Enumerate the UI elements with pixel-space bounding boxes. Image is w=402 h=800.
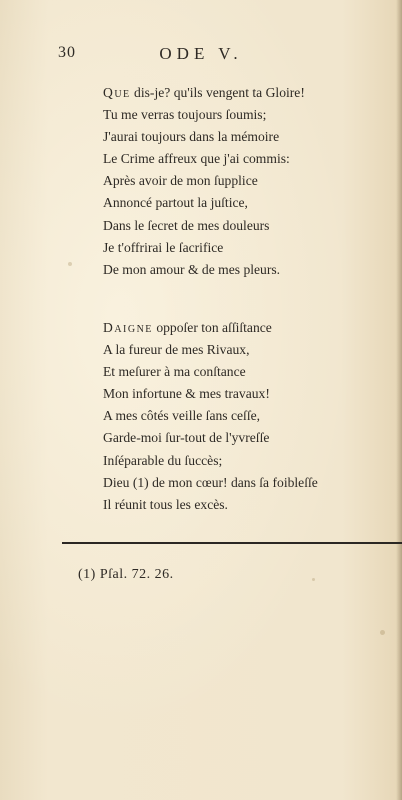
verse-line: Après avoir de mon ſupplice (103, 173, 258, 189)
verse-line: Je t'offrirai le ſacrifice (103, 239, 224, 255)
verse-line: Et meſurer à ma conſtance (103, 364, 246, 380)
verse-line (103, 317, 318, 339)
page-spine-shadow (396, 0, 402, 800)
verse-line: Inſéparable du ſuccès; (103, 452, 223, 468)
verse-line: Le Crime affreux que j'ai commis: (103, 151, 290, 167)
stanza-2 (103, 317, 318, 516)
verse-line: Annoncé partout la juſtice, (103, 195, 248, 211)
verse-line: Dieu (1) de mon cœur! dans ſa foibleſſe (103, 474, 318, 490)
page-number: 30 (58, 44, 76, 61)
verse-line: A mes côtés veille ſans ceſſe, (103, 408, 261, 424)
verse-line: Tu me verras toujours ſoumis; (103, 107, 267, 123)
paper-spot (68, 262, 72, 266)
verse-line: Il réunit tous les excès. (103, 496, 228, 512)
verse-lead-word: Daigne (103, 320, 153, 335)
paper-spot (312, 578, 315, 581)
verse-line (103, 82, 305, 104)
footnote: (1) Pſal. 72. 26. (78, 567, 174, 582)
verse-text: dis-je? qu'ils vengent ta Gloire! (130, 85, 305, 100)
verse-line: J'aurai toujours dans la mémoire (103, 129, 280, 145)
paper-spot (380, 630, 385, 635)
stanza-1 (103, 82, 305, 281)
verse-line: Garde-moi ſur-tout de l'yvreſſe (103, 430, 270, 446)
running-head: ODE V. (159, 44, 243, 63)
verse-line: De mon amour & de mes pleurs. (103, 261, 281, 277)
footnote-rule (62, 542, 402, 544)
verse-line: Dans le ſecret de mes douleurs (103, 217, 270, 233)
verse-lead-word: Que (103, 85, 131, 100)
verse-text: oppoſer ton aſſiſtance (152, 320, 272, 335)
verse-line: Mon infortune & mes travaux! (103, 386, 270, 402)
verse-line: A la fureur de mes Rivaux, (103, 342, 250, 358)
